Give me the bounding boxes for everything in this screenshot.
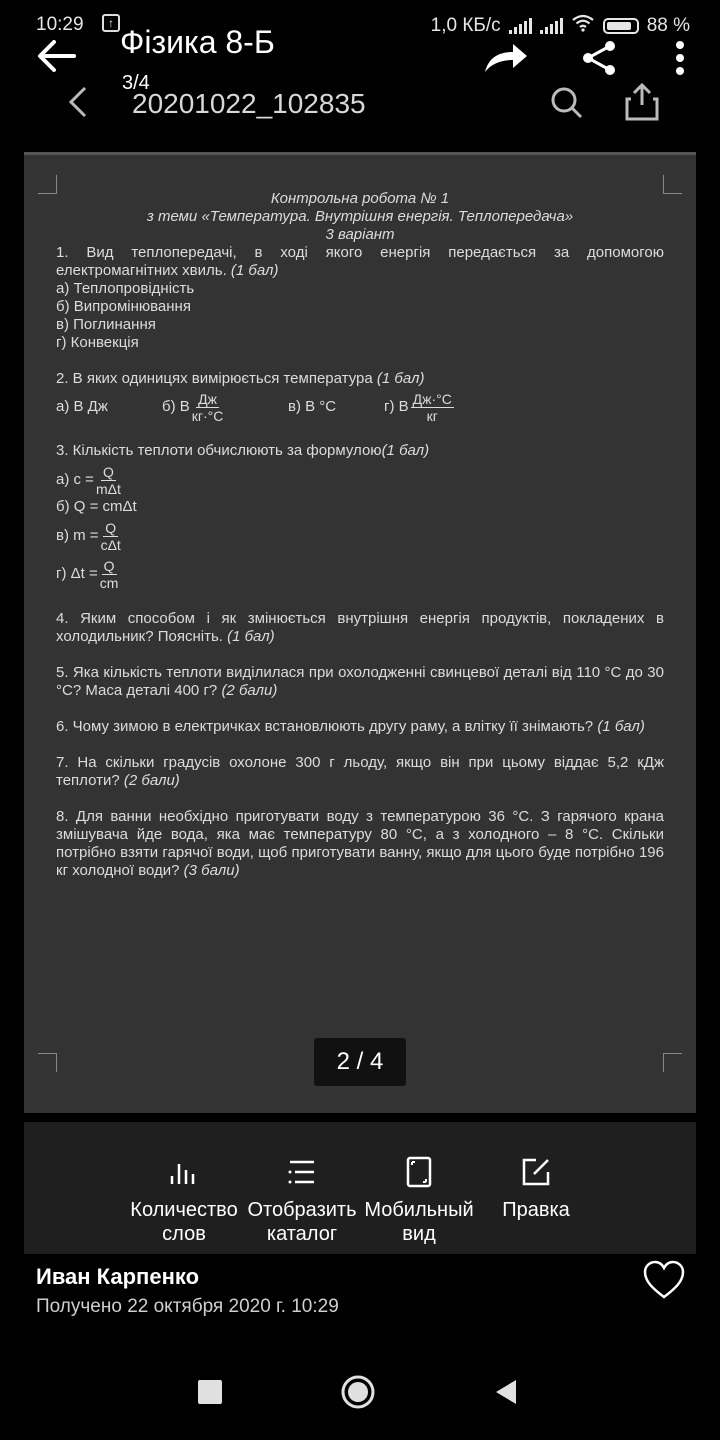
crop-mark <box>38 175 57 194</box>
q2-options <box>56 390 664 424</box>
heart-icon[interactable] <box>640 1258 688 1302</box>
q2-option-a: а) В Дж <box>56 398 108 415</box>
share-icon[interactable] <box>578 36 622 80</box>
crop-mark <box>663 1053 682 1072</box>
show-catalog-button[interactable]: Отобразить каталог <box>242 1156 362 1246</box>
search-icon[interactable] <box>548 84 586 122</box>
back-arrow-icon[interactable] <box>34 36 78 76</box>
doc-variant: 3 варіант <box>325 226 395 243</box>
status-right <box>431 14 690 37</box>
list-icon <box>286 1156 318 1188</box>
word-count-button[interactable]: Количество слов <box>124 1156 244 1246</box>
battery-icon <box>603 18 639 34</box>
upload-icon[interactable] <box>622 82 662 122</box>
q1-option-a: а) Теплопровідність <box>56 280 195 297</box>
page-indicator: 2 / 4 <box>314 1038 406 1086</box>
question-7: 7. На скільки градусів охолоне 300 г льоду, якщо він при цьому віддає 5,2 кДж теплоти? (2 бали) <box>56 754 664 789</box>
file-name: 20201022_102835 <box>132 88 366 119</box>
doc-title: Контрольна робота № 1 <box>270 190 450 207</box>
edit-icon <box>520 1156 552 1188</box>
chevron-left-icon[interactable] <box>60 84 96 120</box>
doc-toolbar <box>24 1122 696 1254</box>
q1-option-d: г) Конвекція <box>56 334 139 351</box>
net-speed: 1,0 КБ/с <box>430 14 501 36</box>
home-button[interactable] <box>340 1374 376 1410</box>
crop-mark <box>38 1053 57 1072</box>
back-button[interactable] <box>494 1378 520 1406</box>
q2-option-c: в) В °С <box>288 398 337 415</box>
q1-option-b: б) Випромінювання <box>56 298 191 315</box>
chat-title: Фізика 8-Б <box>120 24 275 60</box>
q3-option-a: а) с = $\frac{Q}{\text{mΔt}}$ <box>56 463 121 497</box>
q3-option-c: в) m = $\frac{Q}{\text{cΔt}}$ <box>56 519 121 553</box>
q1-option-c: в) Поглинання <box>56 316 156 333</box>
upload-status-icon: ↑ <box>102 14 120 32</box>
signal-icon <box>509 18 532 34</box>
doc-topic: з теми «Температура. Внутрішня енергія. Теплопередача» <box>146 208 574 225</box>
phone-frame-icon <box>403 1156 435 1188</box>
question-3: 3. Кількість теплоти обчислюють за формулою(1 бал) <box>56 442 430 459</box>
question-2: 2. В яких одиницях вимірюється температура (1 бал) <box>56 370 425 387</box>
image-counter: 3/4 <box>122 72 150 94</box>
wifi-icon <box>571 14 595 37</box>
signal-icon-2 <box>540 18 563 34</box>
q2-option-d: г) В $\frac{Дж\cdot^\circ С}{кг}$ <box>384 390 452 424</box>
battery-level: 88 % <box>646 14 690 36</box>
recents-button[interactable] <box>198 1380 222 1404</box>
sender-name: Иван Карпенко <box>36 1264 200 1289</box>
mobile-view-button[interactable]: Мобильный вид <box>359 1156 479 1246</box>
crop-mark <box>663 175 682 194</box>
document-text <box>56 190 664 880</box>
question-5: 5. Яка кількість теплоти виділилася при охолодженні свинцевої деталі від 110 °С до 30 °С? Маса деталі 400 г? (2 бали) <box>56 664 664 699</box>
more-vert-icon[interactable] <box>664 36 696 80</box>
q3-option-d: г) Δt = $\frac{Q}{cm}$ <box>56 557 119 591</box>
q3-option-b: б) Q = cmΔt <box>56 498 137 515</box>
question-1: 1. Вид теплопередачі, в ході якого енергія передається за допомогою електромагнітних хвиль. (1 бал) <box>56 244 664 279</box>
question-8: 8. Для ванни необхідно приготувати воду з температурою 36 °С. З гарячого крана змішувача йде вода, яка має температуру 80 °С, а з холодного – 8 °С. Скільки потрібно взяти гарячої води, щоб приготувати ванну, якщо для цього буде потрібно 196 кг холодної води? (3 бали) <box>56 808 664 879</box>
q2-option-b: б) В $\frac{Дж}{кг\cdot^\circ С}$ <box>162 390 224 424</box>
chart-icon <box>168 1156 200 1188</box>
status-time: 10:29 <box>36 14 84 35</box>
question-4: 4. Яким способом і як змінюється внутрішня енергія продуктів, покладених в холодильник? Поясніть. (1 бал) <box>56 610 664 645</box>
edit-button[interactable]: Правка <box>476 1156 596 1222</box>
question-6: 6. Чому зимою в електричках встановлюють другу раму, а влітку її знімають? (1 бал) <box>56 718 645 735</box>
forward-icon[interactable] <box>478 38 532 78</box>
received-time: Получено 22 октября 2020 г. 10:29 <box>36 1296 339 1317</box>
